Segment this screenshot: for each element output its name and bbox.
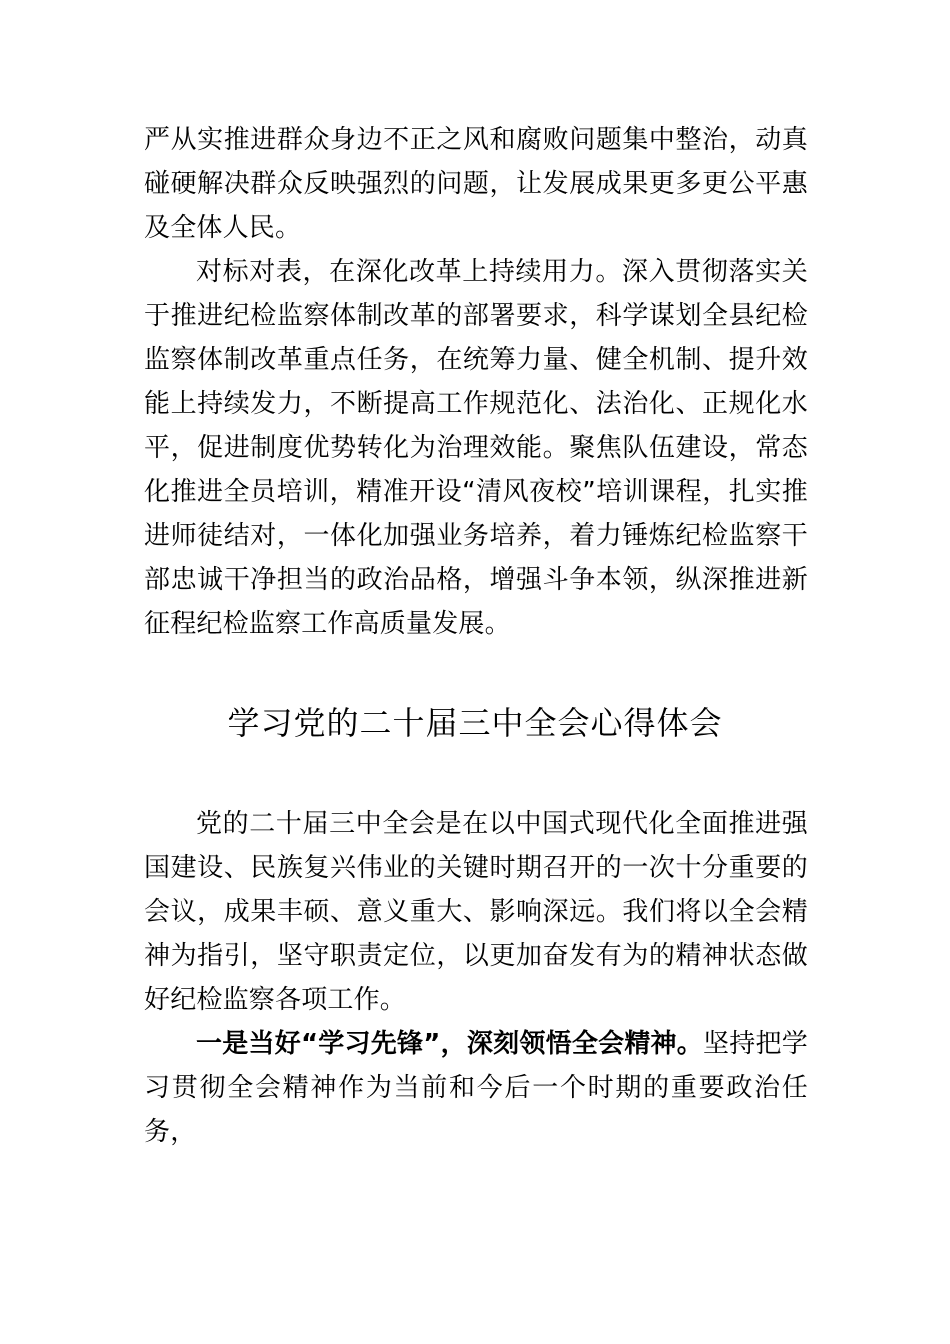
intro-paragraph: 党的二十届三中全会是在以中国式现代化全面推进强国建设、民族复兴伟业的关键时期召开的一次十分重要的会议，成果丰硕、意义重大、影响深远。我们将以全会精神为指引，坚守职责定位，以更加奋发有为的精神状态做好纪检监察各项工作。 [144, 809, 808, 1015]
reform-paragraph: 对标对表，在深化改革上持续用力。深入贯彻落实关于推进纪检监察体制改革的部署要求，科学谋划全县纪检监察体制改革重点任务，在统筹力量、健全机制、提升效能上持续发力，不断提高工作规范化、法治化、正规化水平，促进制度优势转化为治理效能。聚焦队伍建设，常态化推进全员培训，精准开设“清风夜校”培训课程，扎实推进师徒结对，一体化加强业务培养，着力锤炼纪检监察干部忠诚干净担当的政治品格，增强斗争本领，纵深推进新征程纪检监察工作高质量发展。 [144, 257, 808, 639]
point-1-heading: 一是当好“学习先锋”，深刻领悟全会精神。 [196, 1029, 704, 1059]
continued-paragraph: 严从实推进群众身边不正之风和腐败问题集中整治，动真碰硬解决群众反映强烈的问题，让发展成果更多更公平惠及全体人民。 [144, 125, 808, 243]
section-continued-text [144, 118, 808, 646]
point-1-text: 坚持把学习贯彻全会精神作为当前和今后一个时期的重要政治任务， [144, 1029, 808, 1147]
article-title: 学习党的二十届三中全会心得体会 [227, 704, 723, 742]
article-body [144, 802, 808, 1154]
point-1-paragraph [144, 1022, 808, 1154]
